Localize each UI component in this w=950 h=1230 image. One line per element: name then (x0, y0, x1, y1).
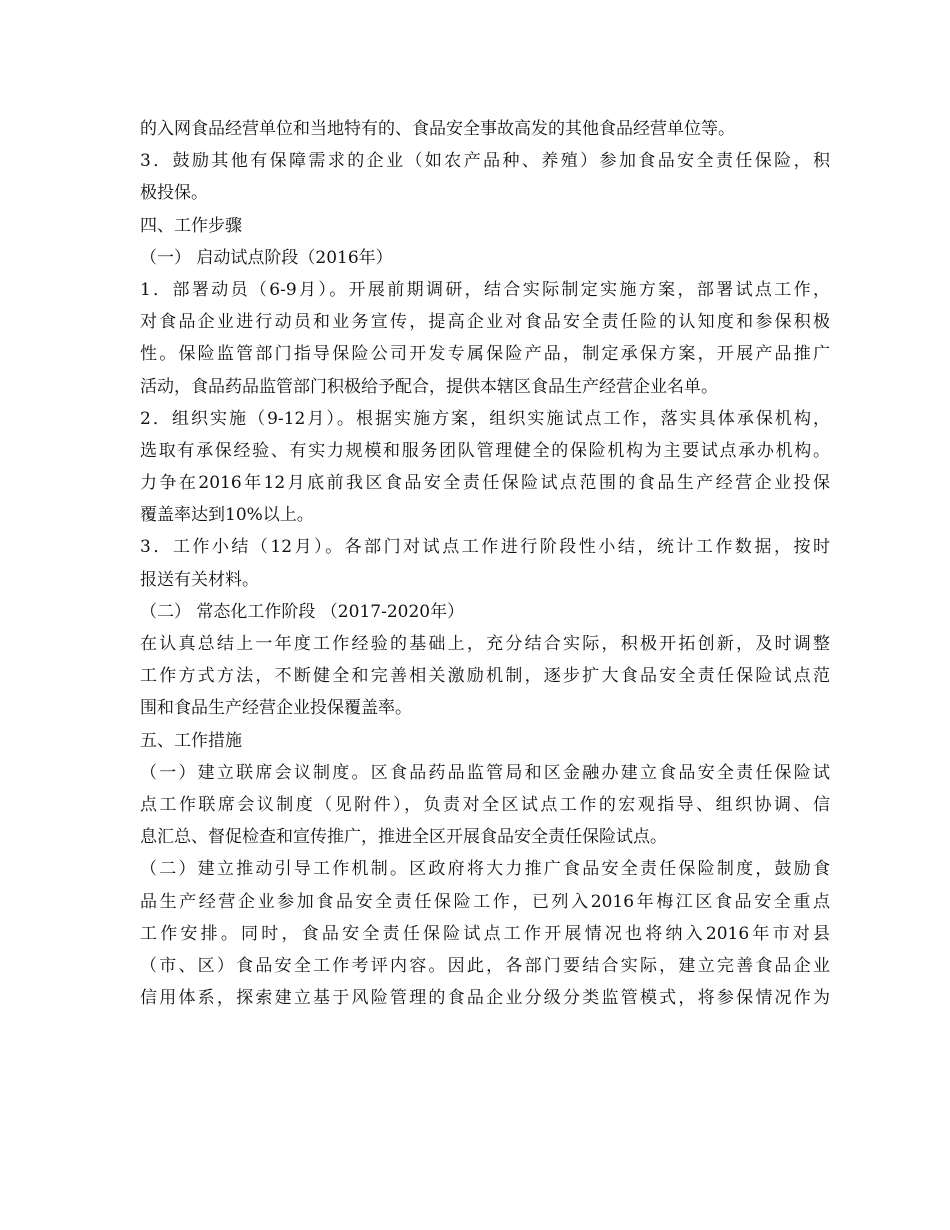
document-line: 极投保。 (140, 183, 208, 204)
document-line: 3．鼓励其他有保障需求的企业（如农产品种、养殖）参加食品安全责任保险，积 (140, 151, 830, 172)
document-line: 1．部署动员（6-9月）。开展前期调研，结合实际制定实施方案，部署试点工作， (140, 279, 830, 300)
document-line: 2．组织实施（9-12月）。根据实施方案，组织实施试点工作，落实具体承保机构， (140, 408, 830, 429)
document-line: 工作方式方法，不断健全和完善相关激励机制，逐步扩大食品安全责任保险试点范 (140, 666, 830, 687)
document-line: 围和食品生产经营企业投保覆盖率。 (140, 698, 412, 719)
document-line: 选取有承保经验、有实力规模和服务团队管理健全的保险机构为主要试点承办机构。 (140, 440, 830, 461)
document-line: （二）建立推动引导工作机制。区政府将大力推广食品安全责任保险制度，鼓励食 (140, 859, 830, 880)
document-line: 五、工作措施 (140, 730, 242, 751)
document-line: 3．工作小结（12月）。各部门对试点工作进行阶段性小结，统计工作数据，按时 (140, 537, 830, 558)
document-line: 对食品企业进行动员和业务宣传，提高企业对食品安全责任险的认知度和参保积极 (140, 312, 830, 333)
document-line: 的入网食品经营单位和当地特有的、食品安全事故高发的其他食品经营单位等。 (140, 119, 735, 139)
document-line: （一）建立联席会议制度。区食品药品监管局和区金融办建立食品安全责任保险试 (140, 762, 830, 783)
document-line: 力争在2016年12月底前我区食品安全责任保险试点范围的食品生产经营企业投保 (140, 473, 830, 494)
document-line: 覆盖率达到10%以上。 (140, 505, 314, 526)
document-body (140, 113, 830, 1014)
document-line: 在认真总结上一年度工作经验的基础上，充分结合实际，积极开拓创新，及时调整 (140, 634, 830, 654)
document-line: 性。保险监管部门指导保险公司开发专属保险产品，制定承保方案，开展产品推广 (140, 344, 830, 365)
document-line: 四、工作步骤 (140, 215, 242, 236)
document-line: 品生产经营企业参加食品安全责任保险工作，已列入2016年梅江区食品安全重点 (140, 891, 830, 912)
document-line: 活动，食品药品监管部门积极给予配合，提供本辖区食品生产经营企业名单。 (140, 376, 718, 397)
document-line: 点工作联席会议制度（见附件），负责对全区试点工作的宏观指导、组织协调、信 (140, 794, 830, 815)
document-line: （市、区）食品安全工作考评内容。因此，各部门要结合实际，建立完善食品企业 (140, 955, 830, 976)
document-line: （一） 启动试点阶段（2016年） (140, 247, 393, 268)
document-line: （二） 常态化工作阶段 （2017-2020年） (140, 601, 465, 622)
document-line: 工作安排。同时，食品安全责任保险试点工作开展情况也将纳入2016年市对县 (140, 923, 830, 944)
document-line: 报送有关材料。 (140, 569, 259, 590)
document-line: 息汇总、督促检查和宣传推广，推进全区开展食品安全责任保险试点。 (140, 827, 667, 848)
document-line: 信用体系，探索建立基于风险管理的食品企业分级分类监管模式，将参保情况作为 (140, 988, 830, 1009)
